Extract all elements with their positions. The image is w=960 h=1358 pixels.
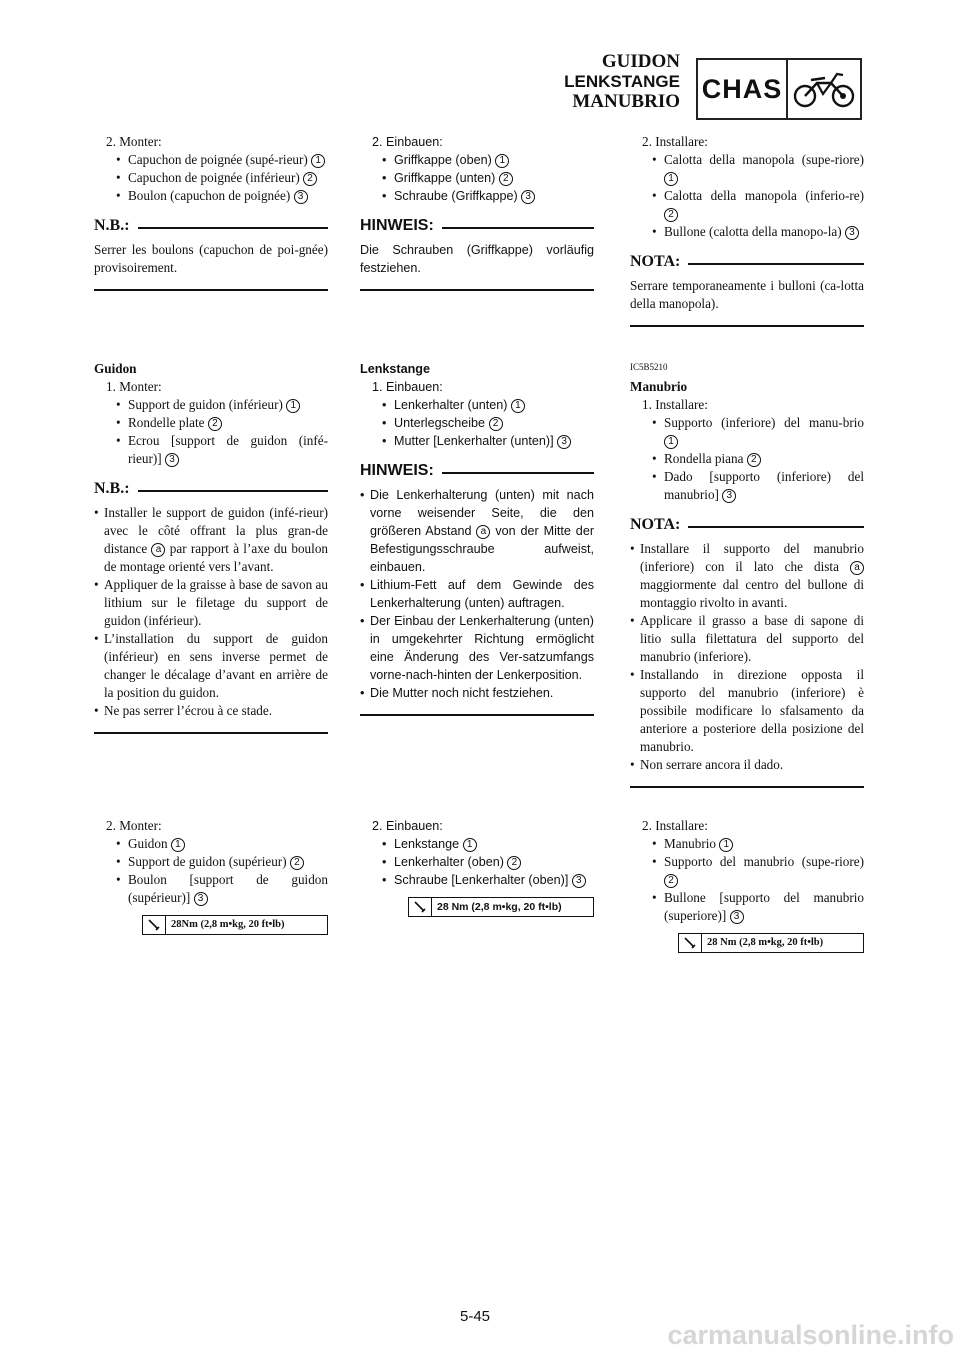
ref-1: 1	[286, 399, 300, 413]
de-note-title: HINWEIS:	[360, 462, 434, 479]
fr-section-upper-holder	[94, 817, 328, 935]
torque-value: 28 Nm (2,8 m•kg, 20 ft•lb)	[707, 937, 824, 948]
ref-2: 2	[507, 856, 521, 870]
ref-1: 1	[511, 399, 525, 413]
it-item-3: Dado [supporto (inferiore) del manubrio]	[664, 469, 864, 502]
it-section-upper-holder	[630, 817, 864, 953]
fr-item-1: Capuchon de poignée (supé-rieur)	[128, 152, 308, 167]
fr-step: 2. Monter:	[106, 134, 162, 149]
fr-item-1: Guidon	[128, 836, 168, 851]
de-item-1: Griffkappe (oben)	[394, 153, 492, 167]
ref-3: 3	[557, 435, 571, 449]
it-item-2: Rondella piana	[664, 451, 744, 466]
fr-item-1: Support de guidon (inférieur)	[128, 397, 283, 412]
it-note-3: • Installando in direzione opposta il supporto del manubrio (inferiore) è possibile modificare lo sfalsamento da anteriore a posteriore della posizione del manubrio.	[630, 666, 864, 756]
de-note-1b: von der Mitte der Befestigungsschraube aufweist, einbauen.	[370, 524, 595, 574]
ref-1: 1	[495, 154, 509, 168]
divider	[630, 325, 864, 327]
de-note-2: • Lithium-Fett auf dem Gewinde des Lenkerhalterung (unten) auftragen.	[360, 576, 594, 612]
ref-3: 3	[845, 226, 859, 240]
ref-1: 1	[664, 172, 678, 186]
de-step: 2. Einbauen:	[372, 135, 443, 149]
de-item-3: Schraube (Griffkappe)	[394, 189, 518, 203]
it-item-1: Manubrio	[664, 836, 717, 851]
ref-2: 2	[290, 856, 304, 870]
ref-2: 2	[499, 172, 513, 186]
de-item-3: Schraube [Lenkerhalter (oben)]	[394, 873, 569, 887]
ref-1: 1	[719, 838, 733, 852]
it-step: 1. Installare:	[642, 397, 708, 412]
ref-2: 2	[664, 874, 678, 888]
it-note-text: Serrare temporaneamente i bulloni (ca-lotta della manopola).	[630, 278, 864, 311]
de-item-3: Mutter [Lenkerhalter (unten)]	[394, 434, 554, 448]
de-note-1a: Die Lenkerhalterung (unten) mit nach vorne weisender Seite, die den größeren Abstand	[370, 488, 594, 538]
it-item-2: Supporto del manubrio (supe-riore)	[664, 854, 864, 869]
fr-item-3: Ecrou [support de guidon (infé-rieur)]	[128, 433, 328, 466]
divider	[94, 732, 328, 734]
fr-item-3: Boulon [support de guidon (supérieur)]	[128, 872, 328, 905]
page-header-titles	[564, 52, 680, 112]
ref-a: a	[476, 525, 490, 539]
it-item-2: Calotta della manopola (inferio-re)	[664, 188, 864, 203]
de-item-1: Lenkstange	[394, 837, 460, 851]
it-step: 2. Installare:	[642, 134, 708, 149]
title-fr: GUIDON	[601, 51, 680, 72]
ref-2: 2	[664, 208, 678, 222]
ref-3: 3	[521, 190, 535, 204]
torque-spec	[408, 897, 594, 917]
divider	[360, 289, 594, 291]
it-step: 2. Installare:	[642, 818, 708, 833]
section-label: CHAS	[698, 60, 788, 118]
ref-3: 3	[730, 910, 744, 924]
de-note-3: • Der Einbau der Lenkerhalterung (unten) in umgekehrter Richtung ermöglicht eine Änderung des Ver-satzumfangs vorne-nach-hinten der Lenkerposition.	[360, 612, 594, 684]
fr-note-3: • L’installation du support de guidon (inférieur) en sens inverse permet de changer le décalage d’avant en arrière de la position du guidon.	[94, 630, 328, 702]
ref-3: 3	[194, 892, 208, 906]
fr-step: 1. Monter:	[106, 379, 162, 394]
fr-note-title: N.B.:	[94, 217, 130, 234]
torque-spec	[142, 915, 328, 935]
wrench-icon	[679, 934, 702, 952]
ref-3: 3	[572, 874, 586, 888]
it-note-2: • Applicare il grasso a base di sapone di litio sulla filettatura del supporto del manubrio (inferiore).	[630, 612, 864, 666]
de-note-text: Die Schrauben (Griffkappe) vorläufig festziehen.	[360, 243, 594, 275]
ref-1: 1	[463, 838, 477, 852]
fr-section-title: Guidon	[94, 361, 137, 376]
it-section-grip-caps	[630, 133, 864, 327]
ref-3: 3	[165, 453, 179, 467]
de-note-4: • Die Mutter noch nicht festziehen.	[360, 684, 594, 702]
ref-a: a	[151, 543, 165, 557]
ref-1: 1	[664, 435, 678, 449]
fr-note-1b: par rapport à l’axe du boulon de montage orienté vers l’avant.	[104, 541, 329, 574]
fr-note-title: N.B.:	[94, 480, 130, 497]
it-item-1: Calotta della manopola (supe-riore)	[664, 152, 864, 167]
fr-section-handlebar	[94, 360, 328, 734]
de-step: 1. Einbauen:	[372, 380, 443, 394]
section-badge	[696, 58, 862, 120]
it-item-1: Supporto (inferiore) del manu-brio	[664, 415, 864, 430]
divider	[360, 714, 594, 716]
it-section-title: Manubrio	[630, 379, 688, 394]
it-item-3: Bullone (calotta della manopo-la)	[664, 224, 842, 239]
ref-2: 2	[303, 172, 317, 186]
de-section-title: Lenkstange	[360, 362, 430, 376]
it-note-1b: maggiormente dal centro del bullone di montaggio rivolto in avanti.	[640, 577, 864, 610]
section-code: IC5B5210	[630, 362, 668, 372]
page-number: 5-45	[460, 1308, 491, 1325]
de-section-grip-caps	[360, 133, 594, 291]
de-item-1: Lenkerhalter (unten)	[394, 398, 508, 412]
ref-1: 1	[311, 154, 325, 168]
fr-item-2: Capuchon de poignée (inférieur)	[128, 170, 300, 185]
de-item-2: Unterlegscheibe	[394, 416, 486, 430]
it-note-1a: Installare il supporto del manubrio (inferiore) con il lato che dista	[640, 541, 864, 574]
fr-item-2: Rondelle plate	[128, 415, 205, 430]
fr-note-1a: Installer le support de guidon (infé-rieur) avec le côté offrant la plus gran-de distance	[104, 505, 328, 556]
motorcycle-icon	[788, 60, 860, 118]
it-note-title: NOTA:	[630, 516, 681, 533]
fr-section-grip-caps	[94, 133, 328, 291]
divider	[94, 289, 328, 291]
de-item-2: Lenkerhalter (oben)	[394, 855, 504, 869]
title-it: MANUBRIO	[572, 91, 680, 112]
fr-note-2: • Appliquer de la graisse à base de savon au lithium sur le filetage du support de guidon (inférieur).	[94, 576, 328, 630]
it-item-3: Bullone [supporto del manubrio (superiore)]	[664, 890, 864, 923]
ref-1: 1	[171, 838, 185, 852]
fr-item-3: Boulon (capuchon de poignée)	[128, 188, 291, 203]
fr-note-text: Serrer les boulons (capuchon de poi-gnée) provisoirement.	[94, 242, 328, 275]
title-de: LENKSTANGE	[564, 72, 680, 91]
de-item-2: Griffkappe (unten)	[394, 171, 496, 185]
de-section-handlebar	[360, 360, 594, 716]
it-note-4: • Non serrare ancora il dado.	[630, 756, 864, 774]
ref-a: a	[850, 561, 864, 575]
fr-note-4: • Ne pas serrer l’écrou à ce stade.	[94, 702, 328, 720]
watermark: carmanualsonline.info	[667, 1320, 954, 1350]
fr-step: 2. Monter:	[106, 818, 162, 833]
wrench-icon	[409, 898, 432, 916]
de-step: 2. Einbauen:	[372, 819, 443, 833]
ref-3: 3	[722, 489, 736, 503]
it-section-handlebar	[630, 358, 864, 788]
torque-spec	[678, 933, 864, 953]
de-section-upper-holder	[360, 817, 594, 917]
de-note-title: HINWEIS:	[360, 217, 434, 234]
wrench-icon	[143, 916, 166, 934]
ref-2: 2	[747, 453, 761, 467]
torque-value: 28Nm (2,8 m•kg, 20 ft•lb)	[171, 919, 285, 930]
ref-2: 2	[208, 417, 222, 431]
ref-3: 3	[294, 190, 308, 204]
it-note-title: NOTA:	[630, 253, 681, 270]
divider	[630, 786, 864, 788]
ref-2: 2	[489, 417, 503, 431]
fr-item-2: Support de guidon (supérieur)	[128, 854, 287, 869]
torque-value: 28 Nm (2,8 m•kg, 20 ft•lb)	[437, 901, 562, 913]
